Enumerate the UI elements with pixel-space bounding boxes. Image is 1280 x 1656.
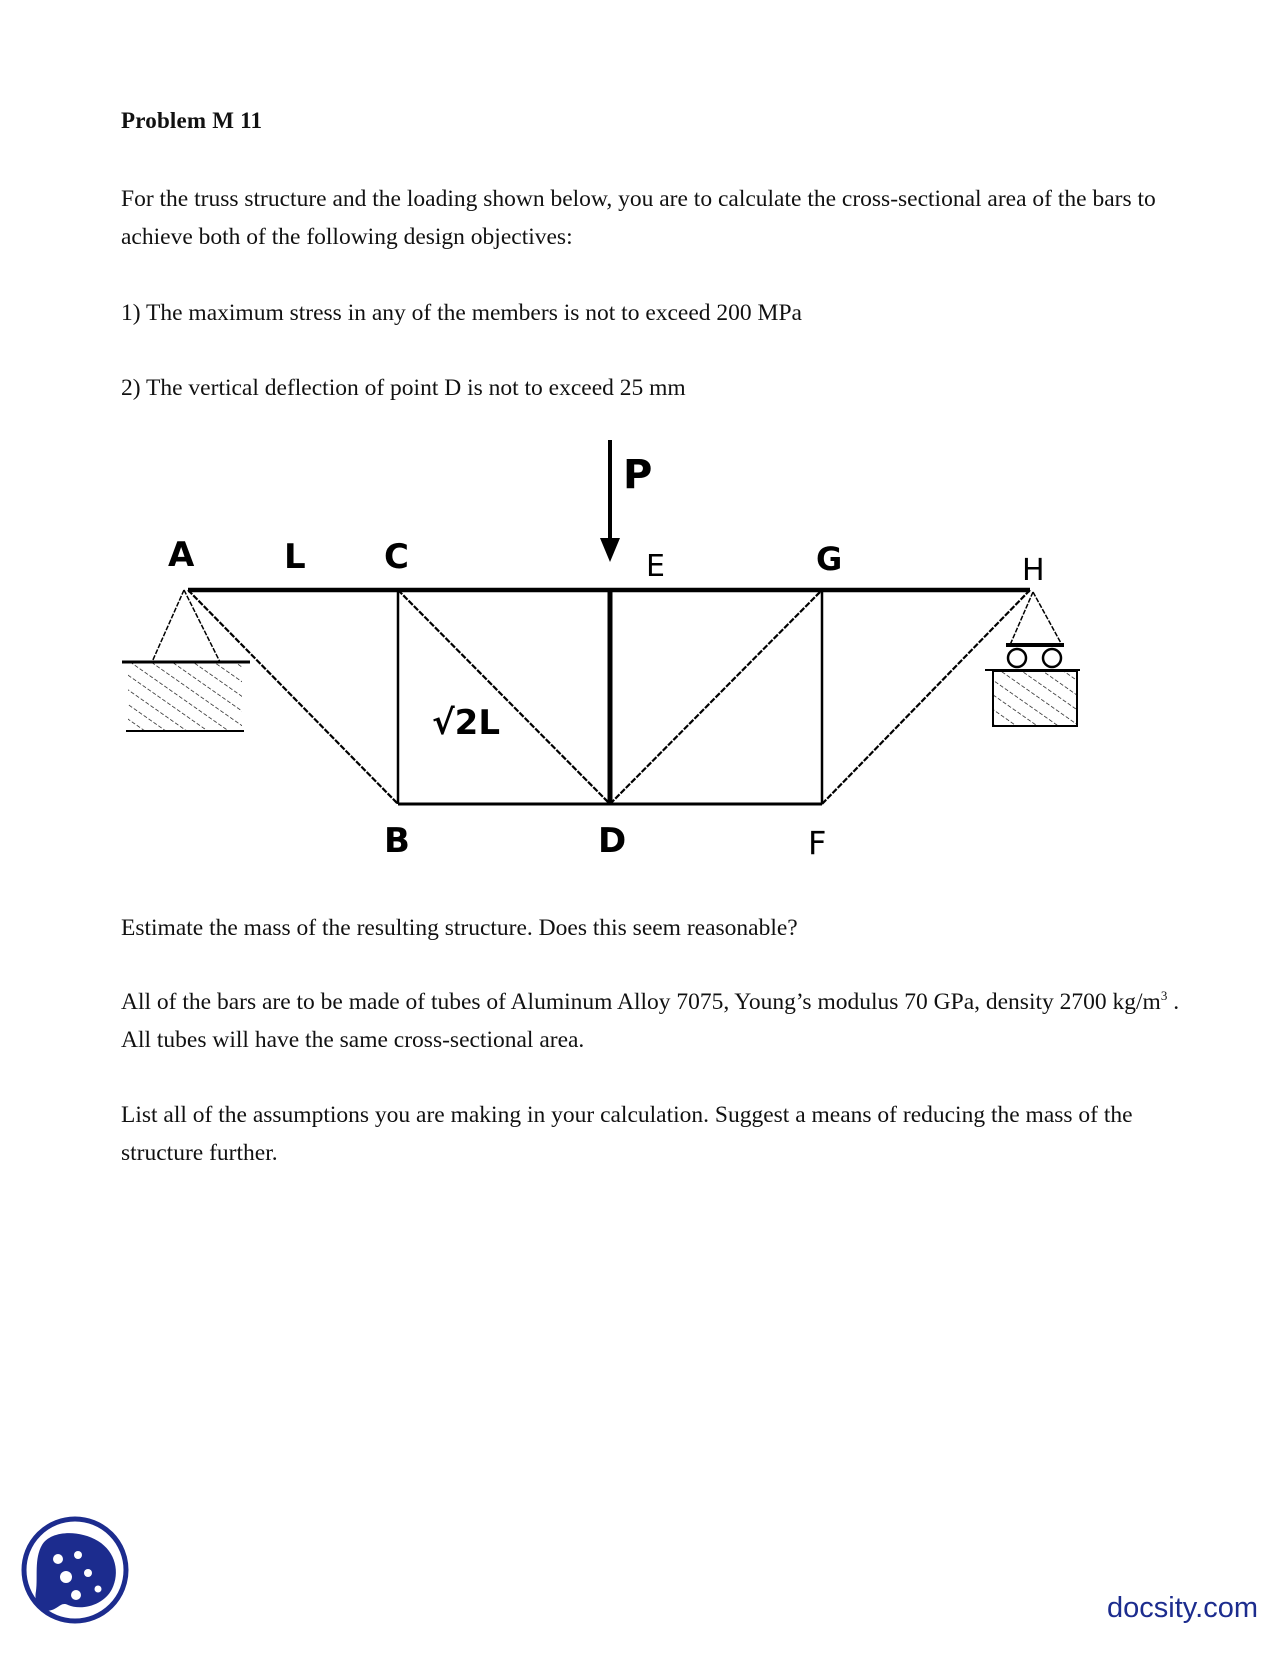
- node-label-g: G: [816, 540, 843, 578]
- truss-diagram: [0, 420, 1280, 880]
- docsity-watermark[interactable]: docsity.com: [1107, 1592, 1258, 1624]
- load-arrow: [600, 440, 620, 562]
- objective-deflection: 2) The vertical deflection of point D is not to exceed 25 mm: [121, 375, 686, 401]
- problem-title: Problem M 11: [121, 108, 263, 133]
- estimate-paragraph: Estimate the mass of the resulting structure. Does this seem reasonable?: [121, 915, 798, 941]
- assumptions-paragraph: List all of the assumptions you are making in your calculation. Suggest a means of reducing the mass of the structure further.: [121, 1102, 1133, 1166]
- material-exponent: 3: [1160, 988, 1168, 1003]
- roller-support-h: [985, 592, 1080, 726]
- length-label: L: [284, 537, 306, 577]
- node-label-a: A: [168, 535, 195, 575]
- member-cd: [398, 590, 610, 804]
- intro-paragraph: For the truss structure and the loading shown below, you are to calculate the cross-sectional area of the bars to achieve both of the following design objectives:: [121, 186, 1156, 250]
- material-text-part1: All of the bars are to be made of tubes of Aluminum Alloy 7075, Young’s modulus 70 GPa, density 2700 kg/m: [121, 989, 1161, 1015]
- docsity-logo-icon: [20, 1515, 130, 1625]
- node-label-b: B: [384, 821, 410, 861]
- pin-support-a: [122, 590, 250, 731]
- diagonal-length-label: √2L: [432, 703, 500, 743]
- node-label-h: H: [1022, 553, 1045, 588]
- objective-stress: 1) The maximum stress in any of the members is not to exceed 200 MPa: [121, 300, 802, 326]
- member-dg: [610, 590, 822, 804]
- node-label-c: C: [384, 537, 409, 577]
- load-label: P: [623, 452, 653, 498]
- truss-members: [188, 590, 1030, 804]
- node-label-d: D: [598, 821, 627, 861]
- material-paragraph: [121, 983, 1201, 1059]
- material-text-part2: . All tubes will have the same cross-sectional area.: [121, 989, 1180, 1053]
- node-label-f: F: [808, 824, 827, 862]
- node-label-e: E: [646, 549, 665, 584]
